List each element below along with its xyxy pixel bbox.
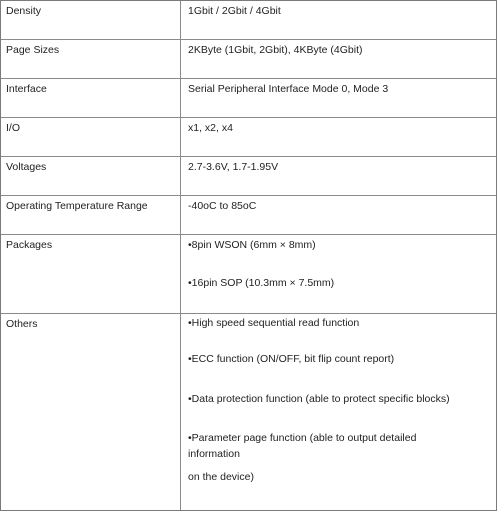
spec-label-cell [1,196,181,234]
spec-value: x1, x2, x4 [188,122,233,134]
spec-value: •8pin WSON (6mm × 8mm) [188,239,316,251]
spec-label-cell [1,79,181,117]
spec-value: •Parameter page function (able to output detailed [188,432,417,444]
spec-label-cell [1,1,181,39]
spec-label: Voltages [6,161,47,173]
spec-value: on the device) [188,471,254,483]
spec-value: 1Gbit / 2Gbit / 4Gbit [188,5,281,17]
spec-row-density [1,1,496,40]
spec-value: •High speed sequential read function [188,317,360,329]
spec-value: 2KByte (1Gbit, 2Gbit), 4KByte (4Gbit) [188,44,363,56]
spec-label: Others [6,318,38,330]
spec-label-cell [1,40,181,78]
spec-label: Operating Temperature Range [6,200,148,212]
spec-value: Serial Peripheral Interface Mode 0, Mode 3 [188,83,389,95]
spec-label: Page Sizes [6,44,60,56]
spec-value: -40oC to 85oC [188,200,257,212]
spec-row-others [1,314,496,510]
spec-value: 2.7-3.6V, 1.7-1.95V [188,161,279,173]
spec-value: •Data protection function (able to protect specific blocks) [188,393,450,405]
spec-label: I/O [6,122,21,134]
spec-label-cell [1,314,181,510]
spec-row-voltages [1,157,496,196]
spec-value: information [188,448,240,460]
spec-row-page-sizes [1,40,496,79]
spec-value: •16pin SOP (10.3mm × 7.5mm) [188,277,335,289]
spec-row-io [1,118,496,157]
spec-value: •ECC function (ON/OFF, bit flip count report) [188,353,395,365]
spec-row-temperature [1,196,496,235]
spec-label-cell [1,235,181,313]
spec-row-packages [1,235,496,314]
spec-label-cell [1,118,181,156]
spec-label: Density [6,5,42,17]
spec-label: Packages [6,239,53,251]
spec-label: Interface [6,83,47,95]
spec-row-interface [1,79,496,118]
spec-label-cell [1,157,181,195]
